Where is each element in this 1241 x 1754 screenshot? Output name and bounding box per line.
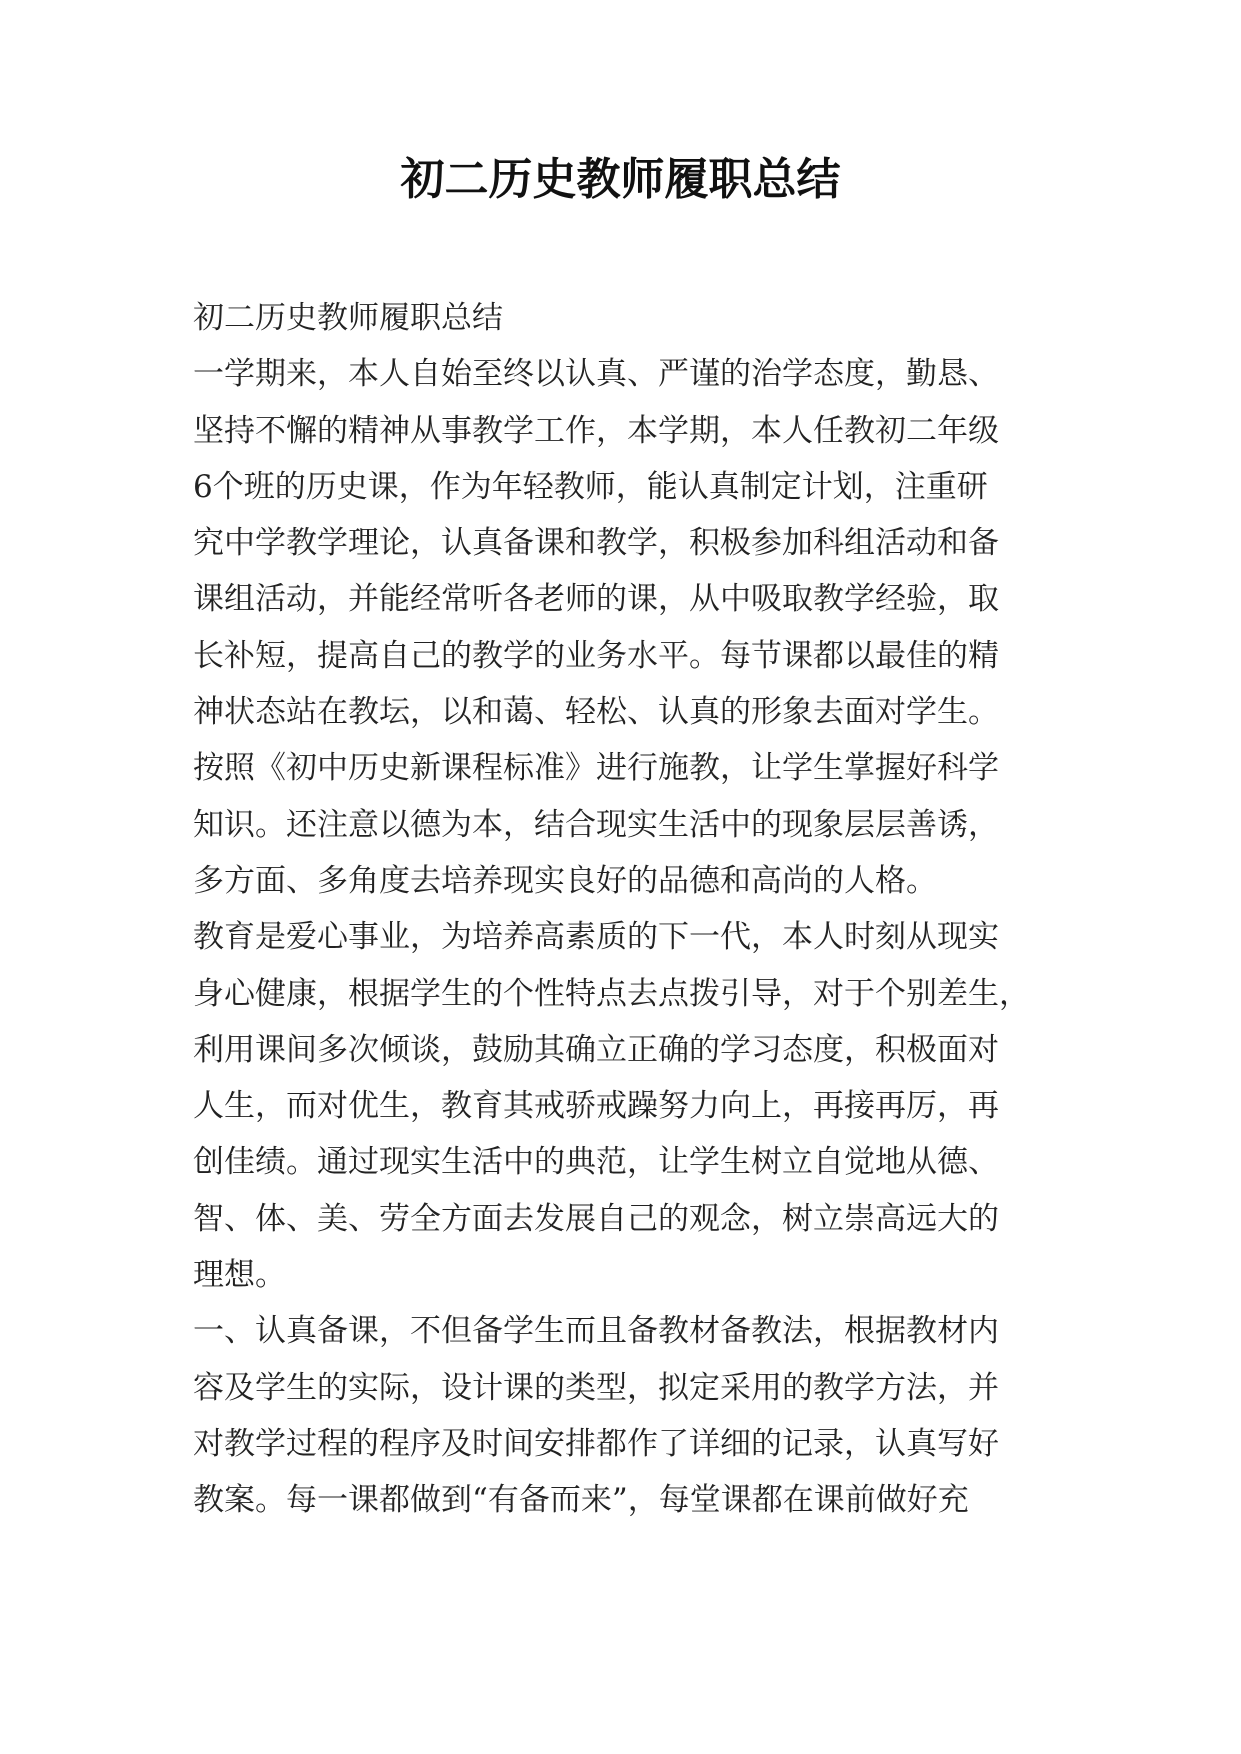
body-line: 理想。 <box>193 1257 286 1294</box>
body-line: 智、体、美、劳全方面去发展自己的观念，树立崇高远大的 <box>193 1200 999 1237</box>
body-line: 教育是爱心事业，为培养高素质的下一代，本人时刻从现实 <box>193 919 999 956</box>
body-line: 长补短，提高自己的教学的业务水平。每节课都以最佳的精 <box>193 637 999 674</box>
body-line: 一学期来，本人自始至终以认真、严谨的治学态度，勤恳、 <box>193 356 999 393</box>
body-line: 究中学教学理论，认真备课和教学，积极参加科组活动和备 <box>193 525 999 562</box>
body-line: 按照《初中历史新课程标准》进行施教，让学生掌握好科学 <box>193 750 999 787</box>
body-line: 初二历史教师履职总结 <box>193 300 503 336</box>
body-line: 坚持不懈的精神从事教学工作，本学期，本人任教初二年级 <box>193 412 999 449</box>
body-line: 人生，而对优生，教育其戒骄戒躁努力向上，再接再厉，再 <box>193 1088 999 1125</box>
body-line: 教案。每一课都做到“有备而来”，每堂课都在课前做好充 <box>193 1482 969 1519</box>
body-line: 创佳绩。通过现实生活中的典范，让学生树立自觉地从德、 <box>193 1144 999 1181</box>
body-line: 知识。还注意以德为本，结合现实生活中的现象层层善诱， <box>193 806 999 843</box>
body-line: 对教学过程的程序及时间安排都作了详细的记录，认真写好 <box>193 1425 999 1462</box>
body-line: 课组活动，并能经常听各老师的课，从中吸取教学经验，取 <box>193 581 999 618</box>
document-title: 初二历史教师履职总结 <box>400 154 841 205</box>
body-line: 一、认真备课，不但备学生而且备教材备教法，根据教材内 <box>193 1313 999 1350</box>
body-line: 利用课间多次倾谈，鼓励其确立正确的学习态度，积极面对 <box>193 1031 999 1068</box>
body-line: 身心健康，根据学生的个性特点去点拨引导，对于个别差生， <box>193 975 1030 1012</box>
body-line: 神状态站在教坛，以和蔼、轻松、认真的形象去面对学生。 <box>193 694 999 731</box>
body-line: 多方面、多角度去培养现实良好的品德和高尚的人格。 <box>193 862 937 899</box>
body-line: 6个班的历史课，作为年轻教师，能认真制定计划，注重研 <box>193 468 988 505</box>
body-line: 容及学生的实际，设计课的类型，拟定采用的教学方法，并 <box>193 1369 999 1406</box>
document-body <box>193 290 1073 1529</box>
